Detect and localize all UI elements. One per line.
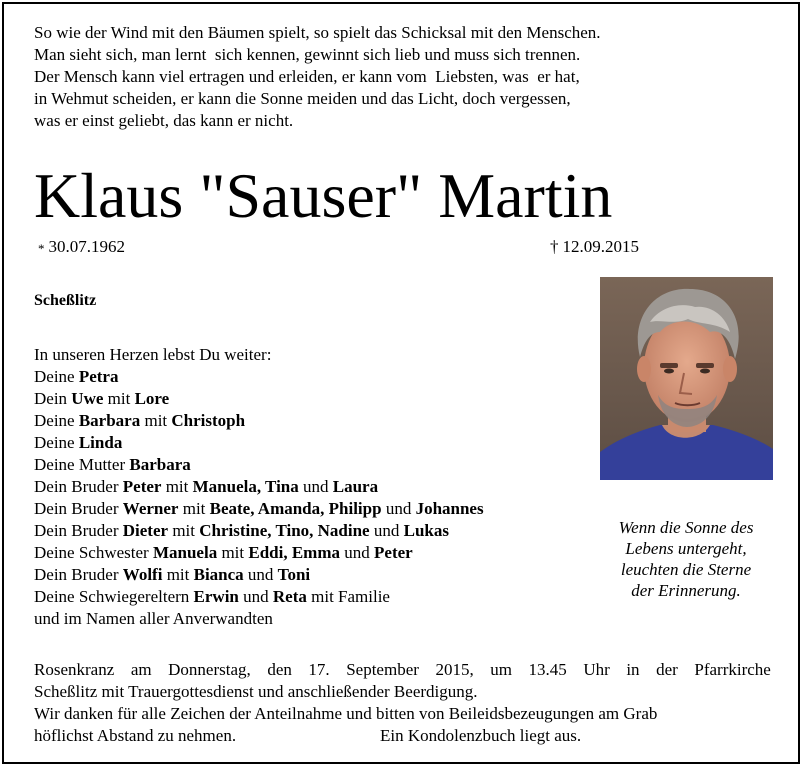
service-word: 13.45 xyxy=(528,660,567,679)
mourner-text: und xyxy=(340,543,375,562)
mourner-name: Laura xyxy=(332,477,379,496)
mourner-name: Eddi, Emma xyxy=(248,543,341,562)
poem-line: in Wehmut scheiden, er kann die Sonne meiden und das Licht, doch vergessen, xyxy=(34,89,571,108)
mourner-text: und xyxy=(238,587,273,606)
quote-line: Lebens untergeht, xyxy=(625,539,747,558)
mourner-text: Dein xyxy=(34,389,72,408)
mourner-name: Lukas xyxy=(403,521,449,540)
closing-left: höflichst Abstand zu nehmen. xyxy=(34,726,237,745)
service-word: 2015, xyxy=(435,660,474,679)
mourner-text: Deine xyxy=(34,433,79,452)
mourner-line xyxy=(34,498,484,520)
mourner-text: mit xyxy=(162,565,194,584)
mourner-name: Johannes xyxy=(415,499,484,518)
mourner-text: und xyxy=(243,565,278,584)
mourner-name: Christoph xyxy=(171,411,246,430)
quote-line: Wenn die Sonne des xyxy=(618,518,754,537)
mourner-name: Reta xyxy=(272,587,307,606)
mourner-name: Peter xyxy=(122,477,162,496)
poem-line: was er einst geliebt, das kann er nicht. xyxy=(34,111,294,130)
birth-date-value: 30.07.1962 xyxy=(48,237,125,256)
mourner-text: mit xyxy=(161,477,193,496)
death-date xyxy=(550,236,639,258)
portrait-photo xyxy=(600,277,773,480)
birth-star-icon: * xyxy=(38,241,45,256)
mourner-line xyxy=(34,454,484,476)
mourners-list xyxy=(34,344,484,630)
service-word: in xyxy=(626,660,640,679)
mourner-text: Deine xyxy=(34,411,79,430)
service-word: am xyxy=(130,660,152,679)
mourner-text: und xyxy=(298,477,333,496)
mourner-name: Christine, Tino, Nadine xyxy=(199,521,370,540)
quote-line: leuchten die Sterne xyxy=(620,560,752,579)
mourner-text: Dein Bruder xyxy=(34,565,123,584)
portrait-image xyxy=(600,277,773,480)
mourner-line xyxy=(34,388,484,410)
mourner-text: mit xyxy=(140,411,172,430)
service-word: um xyxy=(490,660,512,679)
mourner-text: Deine Schwester xyxy=(34,543,153,562)
mourner-text: mit xyxy=(103,389,135,408)
mourner-line xyxy=(34,586,484,608)
mourner-name: Manuela xyxy=(152,543,218,562)
mourner-line xyxy=(34,410,484,432)
service-line-justified xyxy=(34,659,771,681)
service-word: Rosenkranz xyxy=(34,660,115,679)
closing-line xyxy=(34,725,771,747)
service-word: Pfarrkirche xyxy=(694,660,771,679)
mourner-text: und xyxy=(381,499,416,518)
poem-line: Man sieht sich, man lernt sich kennen, gewinnt sich lieb und muss sich trennen. xyxy=(34,45,581,64)
mourner-name: Petra xyxy=(78,367,119,386)
service-word: den xyxy=(267,660,292,679)
deceased-name: Klaus "Sauser" Martin xyxy=(34,160,613,231)
mourner-name: Erwin xyxy=(193,587,239,606)
mourner-name: Barbara xyxy=(129,455,191,474)
mourner-text: mit xyxy=(178,499,210,518)
quote-line: der Erinnerung. xyxy=(631,581,741,600)
mourner-text: Deine Schwiegereltern xyxy=(34,587,194,606)
mourner-line xyxy=(34,366,484,388)
poem xyxy=(34,22,601,132)
mourner-name: Werner xyxy=(122,499,179,518)
mourner-line xyxy=(34,542,484,564)
service-word: Uhr xyxy=(583,660,610,679)
mourners-intro: In unseren Herzen lebst Du weiter: xyxy=(34,345,272,364)
obituary-notice xyxy=(2,2,800,764)
mourner-name: Wolfi xyxy=(122,565,163,584)
mourner-line xyxy=(34,564,484,586)
mourner-text: Dein Bruder xyxy=(34,499,123,518)
mourner-text: mit xyxy=(217,543,249,562)
service-word: der xyxy=(656,660,678,679)
memorial-quote xyxy=(592,517,780,601)
service-line: Scheßlitz mit Trauergottesdienst und anschließender Beerdigung. xyxy=(34,682,478,701)
death-cross-icon: † xyxy=(550,237,559,256)
mourner-name: Lore xyxy=(134,389,170,408)
service-word: 17. xyxy=(308,660,330,679)
place-name: Scheßlitz xyxy=(34,292,97,309)
mourner-name: Toni xyxy=(277,565,311,584)
mourner-name: Linda xyxy=(78,433,123,452)
death-date-value: 12.09.2015 xyxy=(562,237,639,256)
mourner-text: Deine Mutter xyxy=(34,455,130,474)
mourner-text: Dein Bruder xyxy=(34,521,123,540)
mourner-text: mit Familie xyxy=(306,587,390,606)
mourner-line xyxy=(34,476,484,498)
service-word: Donnerstag, xyxy=(168,660,251,679)
poem-line: So wie der Wind mit den Bäumen spielt, so spielt das Schicksal mit den Menschen. xyxy=(34,23,601,42)
service-word: September xyxy=(346,660,419,679)
mourner-name: Bianca xyxy=(193,565,244,584)
mourner-name: Barbara xyxy=(78,411,141,430)
mourner-name: Uwe xyxy=(71,389,104,408)
mourner-text: und xyxy=(369,521,404,540)
birth-date xyxy=(38,236,125,259)
mourner-text: mit xyxy=(168,521,200,540)
mourner-text: Dein Bruder xyxy=(34,477,123,496)
mourner-name: Beate, Amanda, Philipp xyxy=(209,499,382,518)
mourner-line xyxy=(34,520,484,542)
mourner-line xyxy=(34,608,484,630)
mourner-text: Deine xyxy=(34,367,79,386)
mourner-name: Peter xyxy=(374,543,413,562)
mourner-line xyxy=(34,432,484,454)
closing-right: Ein Kondolenzbuch liegt aus. xyxy=(380,726,582,745)
service-information xyxy=(34,659,771,747)
mourner-text: und im Namen aller Anverwandten xyxy=(34,609,273,628)
thanks-line: Wir danken für alle Zeichen der Anteilnahme und bitten von Beileidsbezeugungen am Grab xyxy=(34,704,658,723)
mourner-name: Manuela, Tina xyxy=(192,477,299,496)
mourner-name: Dieter xyxy=(122,521,169,540)
poem-line: Der Mensch kann viel ertragen und erleiden, er kann vom Liebsten, was er hat, xyxy=(34,67,580,86)
